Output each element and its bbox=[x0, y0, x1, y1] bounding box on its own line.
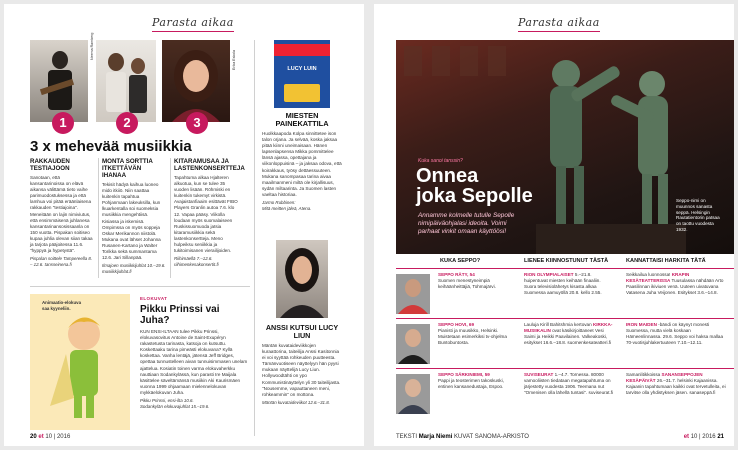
article-col-1 bbox=[30, 158, 94, 268]
row3-who-name: SEPPO SÄRKINIEMI, 59 bbox=[438, 372, 490, 377]
person-portrait-icon bbox=[396, 274, 430, 314]
row1-who bbox=[438, 272, 508, 290]
pp-lead: KUN ENSI-ILTAAN tulee Pikku Prinssi, elokuvasovitus Antoine de Saint-Exupéryn rakastetusta tarinasta, katsoja on kutsuttu. Koskettaaku tarina pimeästi elokuvana? Kyllä koskettaa. Vanha lentäjä, jätensä Jeff Bridges, opettaa tunnustelleen aivan tunnuisimmasen unelam ajattelua. Kosiatin toinen varma elokuvaherkku nauttiaan Sodankylässä, kun parasti Ire Maijala käsittelee säveltämänsä musiikin Aki Kaurismäen vuonna 1999 ohjaamaan mielennelokuvan mykkäelokuvan Juha. bbox=[140, 329, 248, 395]
woman-portrait-icon bbox=[162, 40, 230, 122]
col1-title: RAKKAUDEN TESTIAJOON bbox=[30, 158, 70, 172]
left-page bbox=[4, 4, 364, 446]
row1-try-body: Seikkailua luonnossa! bbox=[626, 272, 671, 277]
row3-like-pink: SUVISEURAT bbox=[524, 372, 554, 377]
folio-right bbox=[684, 434, 724, 440]
folio-left bbox=[30, 434, 70, 440]
row1-try-pink: KRAPIN KESÄTEATTERISSA bbox=[626, 272, 690, 283]
row1-who-body: Suomen menestyneimpiä keihäänheittäjiä, Tohmajärvi. bbox=[438, 277, 496, 289]
lucy-title: ANSSI KUTSUI LUCY LIUN bbox=[265, 323, 339, 340]
divider bbox=[30, 286, 250, 287]
photo-caption-2: Erika Eskola bbox=[232, 50, 236, 70]
photo-seppo-sarkiniemi bbox=[396, 374, 430, 414]
row3-try bbox=[626, 372, 726, 396]
lucy-body: Mäntän kuvataideviikkojen kuraattorina, taiteilija Anssi Kasitonnia ei voi syyttää rohkeuden puutteesta. Tämänvuotiseen näyttelyyn hän pyysi mukaan näyttelijä Lucy Liun. Hollywoodtähti on ypo Kommunistinäyttelyn yli 30 taiteilijasta. "Nousemme, vapauttaneen meni, rohkeammin" on mottona. bbox=[262, 343, 341, 397]
col3-title: KITARAMUSAA JA LASTENKONSERTTEJA bbox=[174, 158, 245, 172]
book-band bbox=[274, 44, 330, 56]
folio-credit-label: TEKSTI bbox=[396, 434, 418, 440]
col3-body: Tapahtuma alkaa Hjalteren alkuotua, kun se tulee 35 vuoden lisään. Röhmiski en kuitenkin tukemyt virkistä. Avajaistanfiaaim esittävät FIBO Players Granlin autoa 7.6. klo 12. Vapaa pääsy. Viikolla loudaan myös suomalaiseen Ruskissuomuoda jatsia kitaramusiikkia sekä lastenkonsertteja. Meno hulpeiksu seniikkia ja tukitoimisanen vierailijoiden. bbox=[174, 175, 238, 254]
folio-left-mag: et bbox=[38, 434, 44, 440]
book-note-2: Mitä meitten jäleä, Atena. bbox=[262, 205, 312, 211]
row3-try-body2: 26.–31.7. helsinki Kajaanissa. Kajaanin tapahtumaan kaikki ovat tervetulleita, ei tarvitse olla yhdistyksen jäsen. sanaseppä.fi bbox=[626, 377, 726, 395]
col1-note: Pispalan soittele Tampereella 8. – 12.6. tansseinena.fi bbox=[30, 256, 93, 268]
col2-title: MONTA SORTTIA ITKETTÄVÄN IHANAA bbox=[102, 158, 153, 179]
number-badge-3: 3 bbox=[186, 112, 208, 134]
row2-try-pink: IRON MAIDEN bbox=[626, 322, 657, 327]
row-divider bbox=[396, 268, 734, 269]
book-cover bbox=[274, 40, 330, 108]
section-head-left: Parasta aikaa bbox=[152, 16, 234, 29]
row2-who-body: Pianisti ja muusikko, Helsinki. Muistetaan esimerkiksi tv-ohjelma Buntobuntosta. bbox=[438, 327, 507, 345]
row-divider bbox=[396, 318, 734, 319]
col1-body: Sanotaan, että kansantarinoissa on elävä aikansa välittämä tieto vaihe parimuodostuksessa ja että lamhua voi pitää eräänlaisena rakkauden "testiajoina". Meneitään on lajin nimiviutus, että ensimmäisenä juhlanesa kansantarinansosissaanla on 150 vuotta. Pispakan soitiseo kupaa juhlia olevan siian takaa ja tarjota pääjoitessa 11.6. "hyppyä ja hypetystä". bbox=[30, 175, 93, 254]
row2-try-body: -bändi on käynyt monesti Suomessa, mutta vielä koskaan Hämeenlinnassa. 29.6. Seppo voi haksa mallaa 70-vuotisjuhlakertuuteen 7.10.–12.11. bbox=[626, 322, 724, 345]
singers-figure-icon bbox=[96, 40, 156, 122]
photo-guitarist bbox=[30, 40, 88, 122]
little-prince-figure-icon bbox=[30, 294, 130, 430]
pp-title: Pikku Prinssi vai Juha? bbox=[140, 304, 220, 326]
person-portrait-icon bbox=[396, 324, 430, 364]
row3-who-body: Pappi ja teosterimen takoskuski, entinen kansanedustaja, Espoo. bbox=[438, 377, 504, 389]
book-section-title: MIESTEN PAINEKATTILA bbox=[275, 111, 329, 128]
row2-who-name: SEPPO HOVI, 69 bbox=[438, 322, 474, 327]
folio-left-issue: 10 | 2016 bbox=[45, 434, 71, 440]
row1-try-body2: Tuusulassa nähdään Arto Paasilinnan ikiviuen venä. Uuteen uivatuvana Vatasena Juha Veijonen. Esitykset 3.6.–14.8. bbox=[626, 277, 724, 295]
folio-credit: Marja Niemi bbox=[418, 434, 453, 440]
book-body: Huolkkaapoda Kolpa sinnittetee ison talon orjana. Ja selvää, koska jaksaa pitää kiinni uneimaisaan. Hänen lapsenlapsensa Mikka pommittelee länsä ajassa, opettajana ja viikonloppuisinä – ja jaksaa odova, että koirakkaus, työsy dettäessuuteen. Mukana sanompasaa tarina aivaa maailmanmeni miltä ole kirjallisuus, sydän miltaarinta. Ja Suomen lasten vaeltaa historiaa. bbox=[262, 131, 342, 197]
pp-tag: ELOKUVAT bbox=[140, 296, 168, 301]
article-col-3 bbox=[174, 158, 245, 268]
divider bbox=[170, 158, 171, 278]
pp-caption: Animaatio-elokuva saa kyyneliin. bbox=[42, 300, 82, 311]
row2-like-body2: ovat käsikirjoittaneet Vesi Saimi ja Heikki Paavilainen. Valkeakoski, esitykset 16.6.–18.8. suomenkesateatteri.fi bbox=[524, 327, 612, 345]
row2-try bbox=[626, 322, 726, 346]
folio-right-credit bbox=[396, 434, 529, 440]
lucy-portrait-icon bbox=[276, 240, 328, 318]
book-note-1: Jarmo Rubbinen: bbox=[262, 200, 296, 206]
row3-who bbox=[438, 372, 508, 390]
col-head-3: KANNATTAISI HARKITA TÄTÄ bbox=[626, 258, 706, 264]
folio-left-num: 20 bbox=[30, 434, 37, 440]
book-art bbox=[284, 84, 320, 102]
pp-note-1: Pikku Prinssi, ensi-ilta 10.6. bbox=[140, 398, 194, 404]
guitarist-figure-icon bbox=[30, 40, 88, 122]
photo-seppo-raty bbox=[396, 274, 430, 314]
lucy-note: Mäntän kuvataideviikot 12.6.–31.8. bbox=[262, 399, 330, 405]
row2-like-pink: KIRKKA-MUSIIKALIN bbox=[524, 322, 613, 333]
row1-who-name: SEPPO RÄTY, 54 bbox=[438, 272, 475, 277]
col2-note: Ilmajoen musiikkijuhlat 10.–19.6. musiikkijuhlat.fi bbox=[102, 263, 166, 275]
row2-like bbox=[524, 322, 614, 346]
article-col-2 bbox=[102, 158, 166, 275]
folio-right-mag: et bbox=[683, 434, 690, 440]
pp-note-2: Sodankylän elokuvajuhlat 15.–19.6. bbox=[140, 403, 210, 409]
row3-try-pink: SANANSEPPOJEN KESÄPÄIVÄT bbox=[626, 372, 703, 383]
row1-like-pink: RION OLYMPIALAISET bbox=[524, 272, 574, 277]
hero-image bbox=[396, 40, 734, 254]
row1-like-body: 5.–21.8. huipentuvat miesten keihään finaaliin. Suora televisiolähetys kisasta alkaa Suomessa aamuyöllä 20.8. kello 2.55. bbox=[524, 272, 602, 295]
folio-right-num: 21 bbox=[717, 434, 724, 440]
person-portrait-icon bbox=[396, 374, 430, 414]
photo-seppo-hovi bbox=[396, 324, 430, 364]
number-badge-2: 2 bbox=[116, 112, 138, 134]
book-cover-title: LUCY LUIN bbox=[287, 66, 317, 72]
row3-like bbox=[524, 372, 614, 396]
folio-credit-2: KUVAT SANOMA-ARKISTO bbox=[454, 434, 529, 440]
row1-try bbox=[626, 272, 726, 296]
hero-caption: Seppo-nimi on muunnos sanasta seppä. Helsingin Rautatientorin patsaa on taottu vuodesta 1932. bbox=[676, 198, 720, 232]
hero-title bbox=[416, 166, 533, 206]
hero-title-line-2: joka Sepolle bbox=[416, 185, 533, 207]
col-head-1: KUKA SEPPO? bbox=[440, 258, 481, 264]
col3-note: Riihimäellä 7.–12.6. riihimenkesakonsertit.fi bbox=[174, 256, 219, 268]
photo-little-prince bbox=[30, 294, 130, 430]
col2-body: Tekisit hädyä kaihua luoneo mido itkiiö. Niin saattaa kuitenkin tapahtua Pohjanmaan lakeuksilla, kun lkuarkentalla soi suomeksia musiikkia mengehtiisä. Kisiassa ja iskemisä. Ompimssa on myös soppeja Oskar Merikannon niistolä. Mukana ovat lähset Johanna Rusanen-Kartano ja Walter Torikka sekä summantama 12.6. Jari Sillanpää. bbox=[102, 182, 161, 261]
hero-lead: Annamme kolmelle tutulle Sepolle nimipäiväohjalasi ideoita. Voimi parhaat vinkit omaan käyttöösi! bbox=[418, 212, 515, 235]
photo-caption-1: Neema Ramberg bbox=[90, 32, 94, 60]
section-head-right: Parasta aikaa bbox=[518, 16, 600, 29]
pp-article bbox=[140, 304, 248, 410]
photo-singers bbox=[96, 40, 156, 122]
hero-title-line-1: Onnea bbox=[416, 165, 479, 187]
folio-right-issue: 10 | 2016 bbox=[690, 434, 716, 440]
row3-try-body: Samanlitikkoissa bbox=[626, 372, 661, 377]
row3-like-body: 1.–4.7. Tornessa. 80000 vamooliisten tiedataan megatapahtuma on järjestetty vuodesta 1906. Teemana nut "Omenisen olla lähellä tuntasi". suviseurat.fi bbox=[524, 372, 614, 395]
row-divider bbox=[396, 368, 734, 369]
lucy-article bbox=[262, 324, 342, 406]
col-head-2: LIENEE KIINNOSTUNUT TÄSTÄ bbox=[524, 258, 609, 264]
book-article bbox=[262, 112, 342, 212]
photo-woman bbox=[162, 40, 230, 122]
divider bbox=[254, 40, 255, 436]
row1-like bbox=[524, 272, 614, 296]
divider bbox=[98, 158, 99, 278]
hero-tag: Kuka sanoi tanssin? bbox=[418, 158, 463, 164]
photo-lucy-liu bbox=[276, 240, 328, 318]
number-badge-1: 1 bbox=[52, 112, 74, 134]
row2-like-body: Lauluja Kirill Bahitshmia kertovan bbox=[524, 322, 592, 327]
right-page bbox=[374, 4, 734, 446]
headline: 3 x mehevää musiikkia bbox=[30, 138, 192, 155]
row2-who bbox=[438, 322, 508, 346]
